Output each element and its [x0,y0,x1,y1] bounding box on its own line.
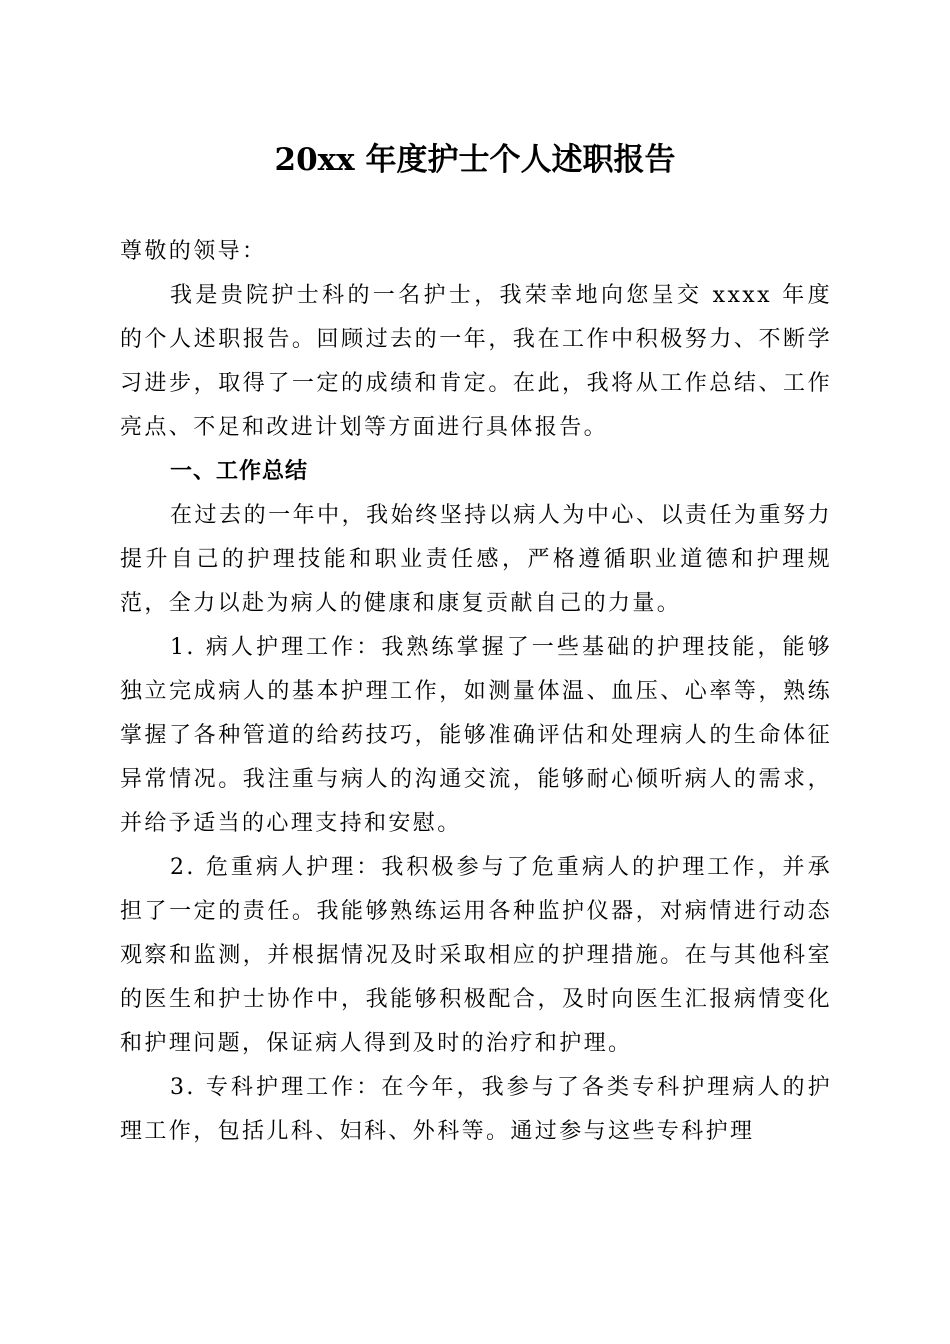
patient-care-paragraph: 1. 病人护理工作：我熟练掌握了一些基础的护理技能，能够独立完成病人的基本护理工作，如测量体温、血压、心率等，熟练掌握了各种管道的给药技巧，能够准确评估和处理病人的生命体征异常情况。我注重与病人的沟通交流，能够耐心倾听病人的需求，并给予适当的心理支持和安慰。 [120,635,832,836]
specialty-care-paragraph: 3. 专科护理工作：在今年，我参与了各类专科护理病人的护理工作，包括儿科、妇科、外科等。通过参与这些专科护理 [120,1075,832,1144]
intro-paragraph: 我是贵院护士科的一名护士，我荣幸地向您呈交 xxxx 年度的个人述职报告。回顾过去的一年，我在工作中积极努力、不断学习进步，取得了一定的成绩和肯定。在此，我将从工作总结、工作亮点、不足和改进计划等方面进行具体报告。 [120,283,832,440]
critical-care-paragraph: 2. 危重病人护理：我积极参与了危重病人的护理工作，并承担了一定的责任。我能够熟练运用各种监护仪器，对病情进行动态观察和监测，并根据情况及时采取相应的护理措施。在与其他科室的医生和护士协作中，我能够积极配合，及时向医生汇报病情变化和护理问题，保证病人得到及时的治疗和护理。 [120,855,832,1056]
document-title: 20xx 年度护士个人述职报告 [274,142,676,178]
summary-paragraph: 在过去的一年中，我始终坚持以病人为中心、以责任为重努力提升自己的护理技能和职业责任感，严格遵循职业道德和护理规范，全力以赴为病人的健康和康复贡献自己的力量。 [120,503,832,616]
document-body [120,230,832,1154]
salutation: 尊敬的领导： [120,239,267,264]
section-heading: 一、工作总结 [170,459,309,484]
